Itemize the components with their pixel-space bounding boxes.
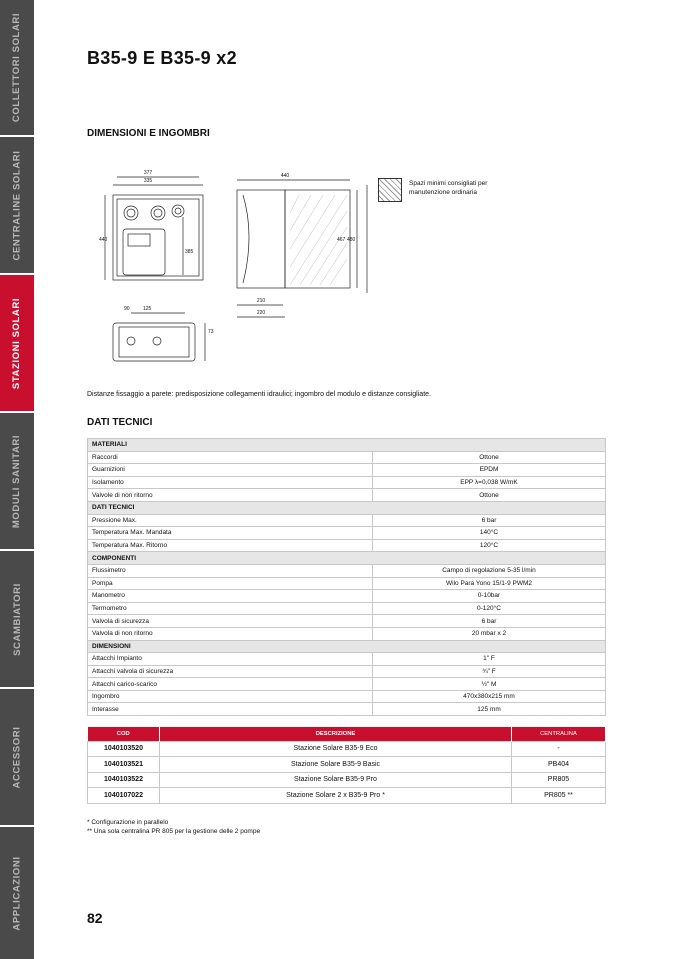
spec-value: Ottone [373, 451, 606, 464]
product-cod: 1040103521 [88, 757, 160, 773]
dim-label-385: 385 [185, 249, 194, 255]
dim-label-467: 467 [337, 237, 346, 243]
side-tab-centraline-solari[interactable] [0, 137, 34, 275]
col-header-cod: COD [88, 727, 160, 741]
table-row [88, 489, 606, 502]
table-row [88, 788, 606, 804]
tech-data-table [87, 438, 606, 716]
table-section-header [88, 439, 606, 452]
product-centralina: PR805 ** [512, 788, 606, 804]
spec-label: Flussimetro [88, 564, 373, 577]
table-row [88, 690, 606, 703]
section-header-label: MATERIALI [88, 439, 606, 452]
side-navigation [0, 0, 34, 959]
spec-value: 125 mm [373, 703, 606, 716]
table-row [88, 527, 606, 540]
table-row [88, 615, 606, 628]
table-row [88, 539, 606, 552]
dim-label-210: 210 [256, 298, 266, 304]
product-cod: 1040107022 [88, 788, 160, 804]
spec-label: Guarnizioni [88, 464, 373, 477]
side-tab-label: COLLETTORI SOLARI [11, 12, 23, 123]
section-header-label: COMPONENTI [88, 552, 606, 565]
table-row [88, 627, 606, 640]
dim-label-480: 480 [347, 237, 356, 243]
footnote: * Configurazione in parallelo [87, 819, 169, 826]
drawing-caption: Distanze fissaggio a parete: predisposizione collegamenti idraulici; ingombro del modulo e distanze consigliate. [87, 391, 431, 398]
product-cod: 1040103522 [88, 772, 160, 788]
side-tab-scambiatori[interactable] [0, 551, 34, 689]
dim-label-440-w: 440 [280, 173, 290, 179]
spec-label: Attacchi valvola di sicurezza [88, 665, 373, 678]
table-section-header [88, 501, 606, 514]
spec-value: 140°C [373, 527, 606, 540]
spec-value: 0-10bar [373, 590, 606, 603]
spec-label: Raccordi [88, 451, 373, 464]
spec-label: Temperatura Max. Mandata [88, 527, 373, 540]
table-row [88, 451, 606, 464]
spec-label: Attacchi Impianto [88, 653, 373, 666]
product-description: Stazione Solare B35-9 Eco [160, 741, 512, 757]
side-tab-label: CENTRALINE SOLARI [11, 150, 23, 260]
table-row [88, 703, 606, 716]
footnote: ** Una sola centralina PR 805 per la gestione delle 2 pompe [87, 828, 261, 835]
spec-value: 6 bar [373, 514, 606, 527]
dim-label-90: 90 [124, 306, 130, 312]
dimensions-section-title: DIMENSIONI E INGOMBRI [87, 128, 210, 139]
product-centralina: PB404 [512, 757, 606, 773]
spec-value: Ottone [373, 489, 606, 502]
spec-value: EPDM [373, 464, 606, 477]
side-tab-label: MODULI SANITARI [11, 434, 23, 528]
spec-value: 6 bar [373, 615, 606, 628]
table-row [88, 464, 606, 477]
side-tab-moduli-sanitari[interactable] [0, 413, 34, 551]
dim-label-440-h: 440 [99, 237, 108, 243]
spec-label: Termometro [88, 602, 373, 615]
dim-label-73: 73 [208, 329, 214, 335]
spec-label: Valvole di non ritorno [88, 489, 373, 502]
spec-label: Isolamento [88, 476, 373, 489]
spec-label: Ingombro [88, 690, 373, 703]
page-title: B35-9 E B35-9 x2 [87, 48, 237, 68]
spec-value: EPP λ=0,038 W/mK [373, 476, 606, 489]
spec-label: Attacchi carico-scarico [88, 678, 373, 691]
side-tab-label: STAZIONI SOLARI [11, 297, 23, 389]
spec-value: Wilo Para Yono 15/1-9 PWM2 [373, 577, 606, 590]
product-centralina: - [512, 741, 606, 757]
col-header-centralina: CENTRALINA [512, 727, 606, 741]
spec-label: Manometro [88, 590, 373, 603]
product-table [87, 727, 606, 804]
dim-label-335: 335 [143, 178, 153, 184]
table-row [88, 741, 606, 757]
dim-label-377: 377 [143, 170, 153, 176]
legend-hatch-swatch [378, 178, 402, 202]
spec-label: Valvola di non ritorno [88, 627, 373, 640]
table-section-header [88, 552, 606, 565]
table-row [88, 678, 606, 691]
page-number: 82 [87, 910, 103, 926]
spec-label: Pompa [88, 577, 373, 590]
dim-label-125: 125 [143, 306, 152, 312]
table-row [88, 564, 606, 577]
table-row [88, 476, 606, 489]
side-tab-stazioni-solari[interactable] [0, 275, 34, 413]
table-row [88, 577, 606, 590]
table-section-header [88, 640, 606, 653]
spec-label: Interasse [88, 703, 373, 716]
dim-label-220: 220 [256, 310, 266, 316]
footnotes [87, 818, 260, 836]
spec-value: 20 mbar x 2 [373, 627, 606, 640]
spec-value: 0-120°C [373, 602, 606, 615]
side-tab-label: APPLICAZIONI [11, 855, 23, 931]
spec-value: ¾" F [373, 665, 606, 678]
spec-label: Valvola di sicurezza [88, 615, 373, 628]
section-header-label: DATI TECNICI [88, 501, 606, 514]
side-tab-applicazioni[interactable] [0, 827, 34, 959]
section-header-label: DIMENSIONI [88, 640, 606, 653]
spec-value: ½" M [373, 678, 606, 691]
table-row [88, 665, 606, 678]
product-description: Stazione Solare B35-9 Pro [160, 772, 512, 788]
side-tab-collettori-solari[interactable] [0, 0, 34, 137]
spec-value: 120°C [373, 539, 606, 552]
table-row [88, 653, 606, 666]
product-cod: 1040103520 [88, 741, 160, 757]
legend-text: Spazi minimi consigliati per manutenzione ordinaria [409, 180, 488, 196]
spec-value: 470x380x215 mm [373, 690, 606, 703]
product-description: Stazione Solare 2 x B35-9 Pro * [160, 788, 512, 804]
side-tab-accessori[interactable] [0, 689, 34, 827]
table-row [88, 772, 606, 788]
table-row [88, 602, 606, 615]
table-row [88, 590, 606, 603]
spec-value: 1" F [373, 653, 606, 666]
side-tab-label: ACCESSORI [11, 726, 23, 788]
spec-label: Pressione Max. [88, 514, 373, 527]
tech-section-title: DATI TECNICI [87, 417, 153, 428]
side-tab-label: SCAMBIATORI [11, 582, 23, 656]
product-centralina: PR805 [512, 772, 606, 788]
product-description: Stazione Solare B35-9 Basic [160, 757, 512, 773]
table-row [88, 757, 606, 773]
table-row [88, 514, 606, 527]
spec-value: Campo di regolazione 5-35 l/min [373, 564, 606, 577]
spec-label: Temperatura Max. Ritorno [88, 539, 373, 552]
col-header-descrizione: DESCRIZIONE [160, 727, 512, 741]
